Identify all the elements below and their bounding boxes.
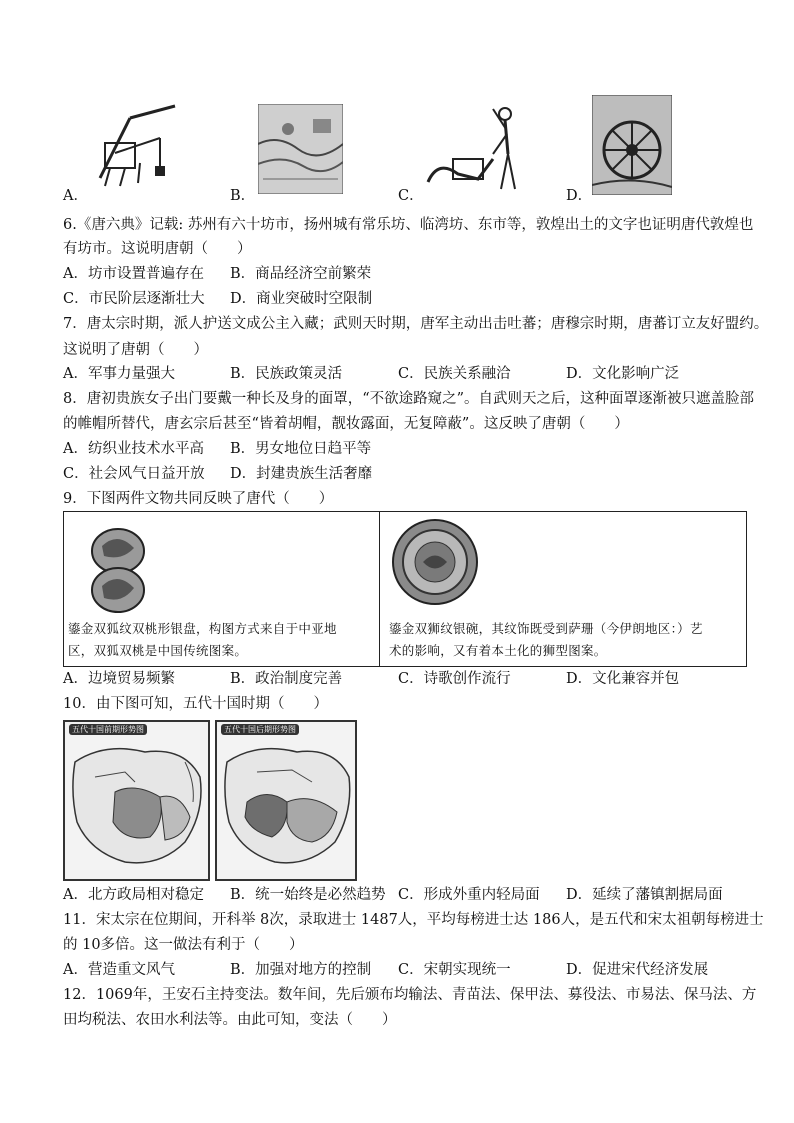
q7-option-d: D．文化影响广泛 [566, 366, 680, 382]
left-caption-line1: 鎏金双狐纹双桃形银盘，构图方式来自于中亚地 [68, 621, 337, 636]
silver-bowl-icon [390, 517, 480, 607]
plough-tool-icon [90, 98, 185, 188]
q5-label-b: B． [230, 188, 256, 204]
q6-stem-line2: 有坊市。这说明唐朝（ ） [63, 241, 252, 257]
q9-option-d: D．文化兼容并包 [566, 671, 680, 687]
q10-stem: 10．由下图可知，五代十国时期（ ） [63, 696, 328, 712]
q6-option-b: B．商品经济空前繁荣 [230, 266, 372, 282]
farming-scene-icon [258, 104, 343, 194]
map2-drawing-icon [217, 722, 355, 879]
map2-title: 五代十国后期形势图 [221, 724, 299, 735]
map-late-period [215, 720, 357, 881]
q8-option-d: D．封建贵族生活奢靡 [230, 466, 373, 482]
q6-option-a: A．坊市设置普遍存在 [63, 266, 204, 282]
q9-option-c: C．诗歌创作流行 [398, 671, 511, 687]
q7-stem-line1: 7．唐太宗时期，派人护送文成公主入藏；武则天时期，唐军主动出击吐蕃；唐穆宗时期，唐蕃订立友好盟约。 [63, 316, 769, 332]
q11-option-b: B．加强对地方的控制 [230, 962, 372, 978]
map-early-period [63, 720, 210, 881]
map1-drawing-icon [65, 722, 208, 879]
q10-option-a: A．北方政局相对稳定 [63, 887, 204, 903]
q5-label-a: A． [63, 188, 88, 204]
q7-option-a: A．军事力量强大 [63, 366, 175, 382]
q9-option-b: B．政治制度完善 [230, 671, 343, 687]
q11-option-c: C．宋朝实现统一 [398, 962, 511, 978]
q10-option-d: D．延续了藩镇割据局面 [566, 887, 723, 903]
ox-plough-farmer-icon [423, 104, 523, 194]
q8-stem-line1: 8．唐初贵族女子出门要戴一种长及身的面罩，“不欲途路窥之”。自武则天之后，这种面罩逐渐被只遮盖脸部 [63, 391, 755, 407]
q12-stem-line1: 12．1069年，王安石主持变法。数年间，先后颁布均输法、青苗法、保甲法、募役法、市易法、保马法、方 [63, 987, 757, 1003]
right-caption-line2: 术的影响，又有着本土化的狮型图案。 [389, 643, 607, 658]
q12-stem-line2: 田均税法、农田水利法等。由此可知，变法（ ） [63, 1012, 397, 1028]
q11-stem-line2: 的 10多倍。这一做法有利于（ ） [63, 937, 304, 953]
map1-title: 五代十国前期形势图 [69, 724, 147, 735]
q9-stem: 9．下图两件文物共同反映了唐代（ ） [63, 491, 334, 507]
q10-option-b: B．统一始终是必然趋势 [230, 887, 386, 903]
q11-option-a: A．营造重文风气 [63, 962, 175, 978]
q11-option-d: D．促进宋代经济发展 [566, 962, 709, 978]
q9-artifact-table [63, 511, 747, 667]
q9-option-a: A．边境贸易频繁 [63, 671, 175, 687]
q7-option-b: B．民族政策灵活 [230, 366, 343, 382]
q6-option-c: C．市民阶层逐渐壮大 [63, 291, 205, 307]
q7-stem-line2: 这说明了唐朝（ ） [63, 342, 208, 358]
q5-label-d: D． [566, 188, 593, 204]
q6-stem-line1: 6.《唐六典》记载: 苏州有六十坊市，扬州城有常乐坊、临湾坊、东市等，敦煌出土的文字也证明唐代敦煌也 [63, 217, 754, 233]
q8-option-a: A．纺织业技术水平高 [63, 441, 204, 457]
q7-option-c: C．民族关系融洽 [398, 366, 511, 382]
waterwheel-icon [592, 95, 672, 195]
right-caption-line1: 鎏金双狮纹银碗，其纹饰既受到萨珊（今伊朗地区：）艺 [389, 621, 703, 636]
silver-plate-icon [82, 526, 154, 616]
table-divider [379, 512, 380, 666]
q8-option-c: C．社会风气日益开放 [63, 466, 205, 482]
q5-label-c: C． [398, 188, 424, 204]
left-caption-line2: 区，双狐双桃是中国传统图案。 [68, 643, 248, 658]
q10-option-c: C．形成外重内轻局面 [398, 887, 540, 903]
q6-option-d: D．商业突破时空限制 [230, 291, 373, 307]
q8-stem-line2: 的帷帽所替代，唐玄宗后甚至“皆着胡帽，靓妆露面，无复障蔽”。这反映了唐朝（ ） [63, 416, 629, 432]
q8-option-b: B．男女地位日趋平等 [230, 441, 372, 457]
q11-stem-line1: 11．宋太宗在位期间，开科举 8次，录取进士 1487人，平均每榜进士达 186人，是五代和宋太祖朝每榜进士 [63, 912, 764, 928]
